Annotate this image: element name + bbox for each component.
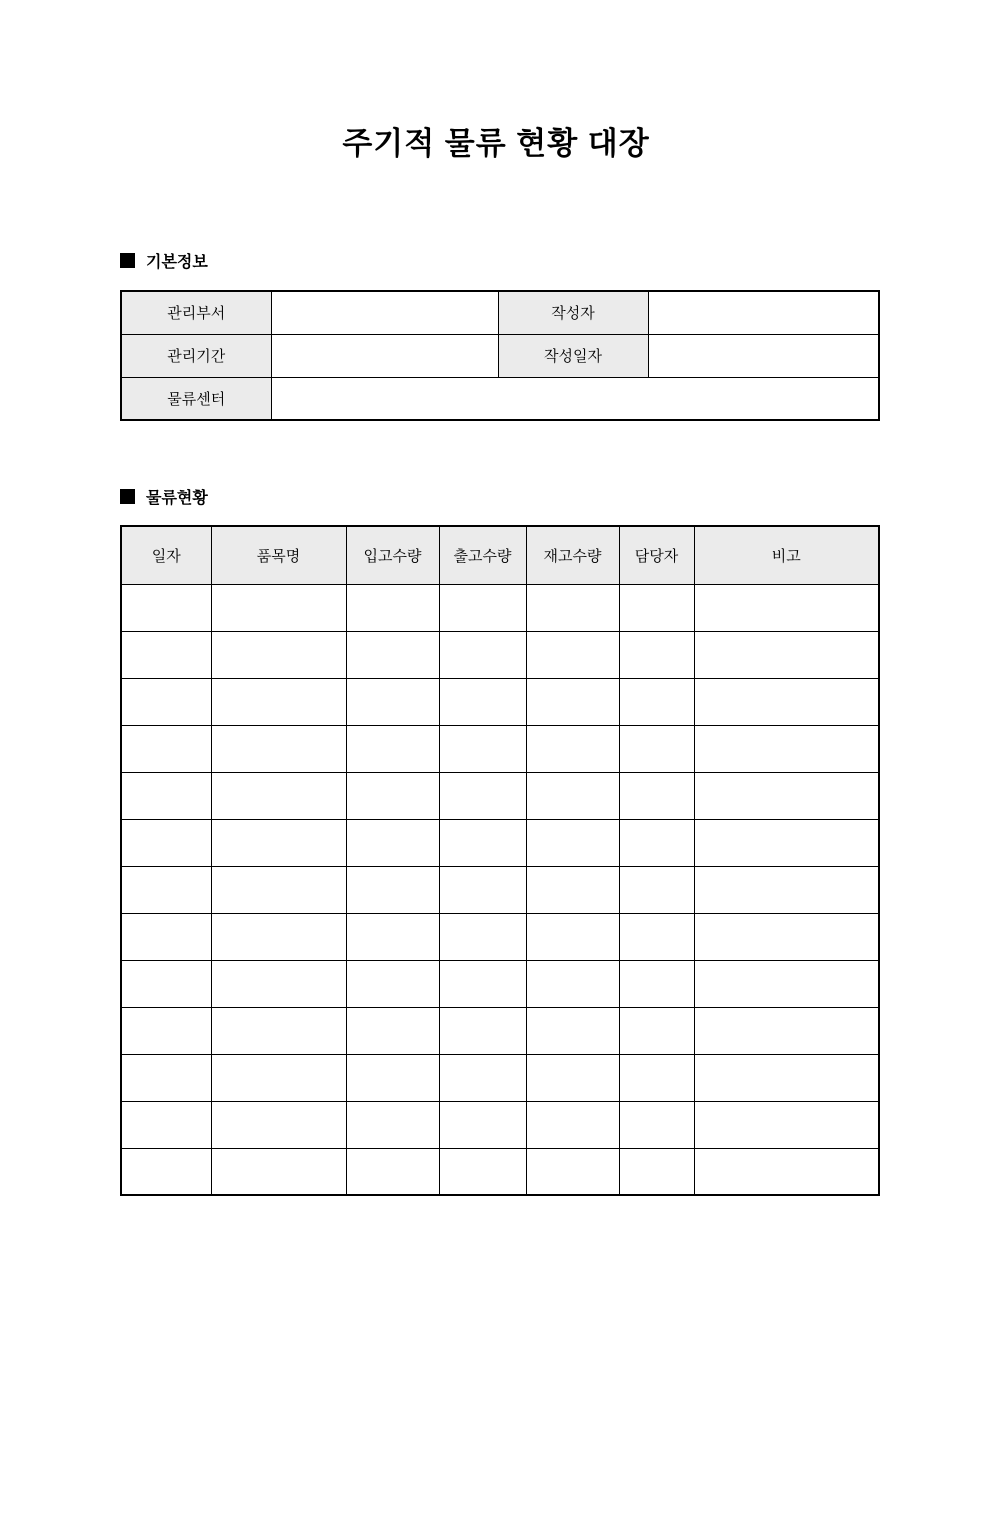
logistics-empty-cell[interactable] xyxy=(121,631,211,678)
logistics-empty-row xyxy=(121,866,879,913)
logistics-empty-row xyxy=(121,1007,879,1054)
logistics-empty-cell[interactable] xyxy=(619,866,694,913)
logistics-empty-cell[interactable] xyxy=(694,866,879,913)
black-square-bullet-icon xyxy=(120,489,135,504)
input-logistics-center[interactable] xyxy=(271,377,879,420)
logistics-empty-cell[interactable] xyxy=(526,631,619,678)
page-title: 주기적 물류 현황 대장 xyxy=(342,126,650,161)
input-management-period[interactable] xyxy=(271,334,498,377)
logistics-empty-cell[interactable] xyxy=(121,584,211,631)
logistics-empty-cell[interactable] xyxy=(694,819,879,866)
logistics-empty-cell[interactable] xyxy=(121,1054,211,1101)
logistics-empty-cell[interactable] xyxy=(526,1101,619,1148)
section-heading-logistics-status xyxy=(120,485,878,508)
logistics-empty-cell[interactable] xyxy=(526,1007,619,1054)
label-logistics-center: 물류센터 xyxy=(121,377,271,420)
logistics-empty-cell[interactable] xyxy=(211,1007,346,1054)
logistics-empty-cell[interactable] xyxy=(121,913,211,960)
logistics-empty-cell[interactable] xyxy=(121,866,211,913)
logistics-empty-row xyxy=(121,725,879,772)
logistics-empty-cell[interactable] xyxy=(439,1148,526,1195)
logistics-empty-cell[interactable] xyxy=(346,772,439,819)
logistics-empty-cell[interactable] xyxy=(694,1007,879,1054)
logistics-empty-cell[interactable] xyxy=(619,1054,694,1101)
logistics-empty-cell[interactable] xyxy=(211,1101,346,1148)
logistics-empty-cell[interactable] xyxy=(346,678,439,725)
logistics-empty-cell[interactable] xyxy=(439,584,526,631)
column-header-person-in-charge: 담당자 xyxy=(619,526,694,584)
logistics-empty-cell[interactable] xyxy=(526,913,619,960)
basic-info-row-1 xyxy=(121,291,879,334)
logistics-empty-cell[interactable] xyxy=(439,960,526,1007)
logistics-empty-cell[interactable] xyxy=(694,913,879,960)
logistics-status-table xyxy=(120,525,880,1196)
logistics-empty-cell[interactable] xyxy=(619,631,694,678)
logistics-table-body xyxy=(121,584,879,1195)
logistics-empty-cell[interactable] xyxy=(619,913,694,960)
logistics-empty-cell[interactable] xyxy=(694,725,879,772)
logistics-empty-cell[interactable] xyxy=(211,819,346,866)
logistics-empty-cell[interactable] xyxy=(619,960,694,1007)
logistics-empty-cell[interactable] xyxy=(439,1101,526,1148)
logistics-empty-cell[interactable] xyxy=(526,1054,619,1101)
section-heading-basic-info-label: 기본정보 xyxy=(146,254,208,271)
logistics-empty-cell[interactable] xyxy=(619,678,694,725)
logistics-empty-cell[interactable] xyxy=(346,1007,439,1054)
logistics-empty-cell[interactable] xyxy=(121,772,211,819)
logistics-empty-cell[interactable] xyxy=(619,1007,694,1054)
logistics-empty-cell[interactable] xyxy=(619,725,694,772)
logistics-empty-cell[interactable] xyxy=(121,1101,211,1148)
logistics-empty-row xyxy=(121,1101,879,1148)
logistics-empty-cell[interactable] xyxy=(526,866,619,913)
label-management-period: 관리기간 xyxy=(121,334,271,377)
input-written-date[interactable] xyxy=(648,334,879,377)
logistics-empty-cell[interactable] xyxy=(346,631,439,678)
logistics-empty-cell[interactable] xyxy=(526,678,619,725)
logistics-empty-cell[interactable] xyxy=(346,584,439,631)
logistics-empty-cell[interactable] xyxy=(526,1148,619,1195)
logistics-empty-cell[interactable] xyxy=(346,725,439,772)
logistics-empty-cell[interactable] xyxy=(694,960,879,1007)
logistics-empty-cell[interactable] xyxy=(211,631,346,678)
label-author: 작성자 xyxy=(498,291,648,334)
logistics-empty-cell[interactable] xyxy=(694,678,879,725)
logistics-empty-cell[interactable] xyxy=(619,1101,694,1148)
logistics-empty-cell[interactable] xyxy=(619,772,694,819)
input-managing-department[interactable] xyxy=(271,291,498,334)
logistics-empty-cell[interactable] xyxy=(346,1148,439,1195)
logistics-empty-cell[interactable] xyxy=(121,960,211,1007)
logistics-empty-cell[interactable] xyxy=(439,631,526,678)
logistics-empty-cell[interactable] xyxy=(694,772,879,819)
logistics-empty-row xyxy=(121,584,879,631)
input-author[interactable] xyxy=(648,291,879,334)
logistics-empty-cell[interactable] xyxy=(211,960,346,1007)
logistics-empty-cell[interactable] xyxy=(211,772,346,819)
logistics-empty-row xyxy=(121,1148,879,1195)
column-header-item-name: 품목명 xyxy=(211,526,346,584)
logistics-empty-cell[interactable] xyxy=(526,584,619,631)
logistics-header-row xyxy=(121,526,879,584)
logistics-empty-cell[interactable] xyxy=(211,725,346,772)
black-square-bullet-icon xyxy=(120,253,135,268)
logistics-empty-row xyxy=(121,960,879,1007)
logistics-empty-cell[interactable] xyxy=(346,1101,439,1148)
logistics-empty-cell[interactable] xyxy=(694,1148,879,1195)
basic-info-row-2 xyxy=(121,334,879,377)
logistics-empty-cell[interactable] xyxy=(439,1054,526,1101)
logistics-empty-cell[interactable] xyxy=(211,1148,346,1195)
label-managing-department: 관리부서 xyxy=(121,291,271,334)
logistics-empty-cell[interactable] xyxy=(694,631,879,678)
logistics-empty-row xyxy=(121,631,879,678)
logistics-empty-row xyxy=(121,772,879,819)
logistics-empty-cell[interactable] xyxy=(346,819,439,866)
logistics-empty-cell[interactable] xyxy=(211,913,346,960)
document-page xyxy=(0,125,992,1528)
logistics-empty-cell[interactable] xyxy=(346,866,439,913)
section-heading-logistics-status-label: 물류현황 xyxy=(146,490,208,507)
logistics-empty-cell[interactable] xyxy=(211,678,346,725)
logistics-empty-row xyxy=(121,913,879,960)
logistics-empty-cell[interactable] xyxy=(619,1148,694,1195)
logistics-empty-cell[interactable] xyxy=(439,678,526,725)
logistics-empty-row xyxy=(121,819,879,866)
section-heading-basic-info xyxy=(120,249,878,272)
logistics-empty-cell[interactable] xyxy=(526,772,619,819)
logistics-empty-cell[interactable] xyxy=(526,960,619,1007)
basic-info-row-3 xyxy=(121,377,879,420)
basic-info-table xyxy=(120,290,880,421)
logistics-empty-cell[interactable] xyxy=(211,1054,346,1101)
logistics-empty-cell[interactable] xyxy=(346,913,439,960)
logistics-empty-cell[interactable] xyxy=(526,725,619,772)
column-header-outbound-quantity: 출고수량 xyxy=(439,526,526,584)
logistics-empty-cell[interactable] xyxy=(694,584,879,631)
logistics-empty-cell[interactable] xyxy=(121,1148,211,1195)
logistics-empty-cell[interactable] xyxy=(439,772,526,819)
logistics-empty-cell[interactable] xyxy=(619,819,694,866)
column-header-date: 일자 xyxy=(121,526,211,584)
logistics-empty-cell[interactable] xyxy=(526,819,619,866)
logistics-empty-row xyxy=(121,1054,879,1101)
logistics-empty-cell[interactable] xyxy=(211,584,346,631)
logistics-empty-cell[interactable] xyxy=(121,678,211,725)
logistics-empty-cell[interactable] xyxy=(439,819,526,866)
logistics-empty-cell[interactable] xyxy=(121,1007,211,1054)
column-header-inbound-quantity: 입고수량 xyxy=(346,526,439,584)
logistics-empty-cell[interactable] xyxy=(121,725,211,772)
logistics-empty-cell[interactable] xyxy=(439,1007,526,1054)
logistics-empty-cell[interactable] xyxy=(694,1054,879,1101)
logistics-empty-cell[interactable] xyxy=(346,1054,439,1101)
column-header-stock-quantity: 재고수량 xyxy=(526,526,619,584)
column-header-remarks: 비고 xyxy=(694,526,879,584)
logistics-empty-cell[interactable] xyxy=(439,866,526,913)
logistics-empty-cell[interactable] xyxy=(121,819,211,866)
label-written-date: 작성일자 xyxy=(498,334,648,377)
logistics-empty-row xyxy=(121,678,879,725)
logistics-empty-cell[interactable] xyxy=(346,960,439,1007)
logistics-empty-cell[interactable] xyxy=(211,866,346,913)
logistics-empty-cell[interactable] xyxy=(439,913,526,960)
logistics-empty-cell[interactable] xyxy=(694,1101,879,1148)
logistics-empty-cell[interactable] xyxy=(619,584,694,631)
logistics-empty-cell[interactable] xyxy=(439,725,526,772)
content-column xyxy=(120,249,878,1196)
